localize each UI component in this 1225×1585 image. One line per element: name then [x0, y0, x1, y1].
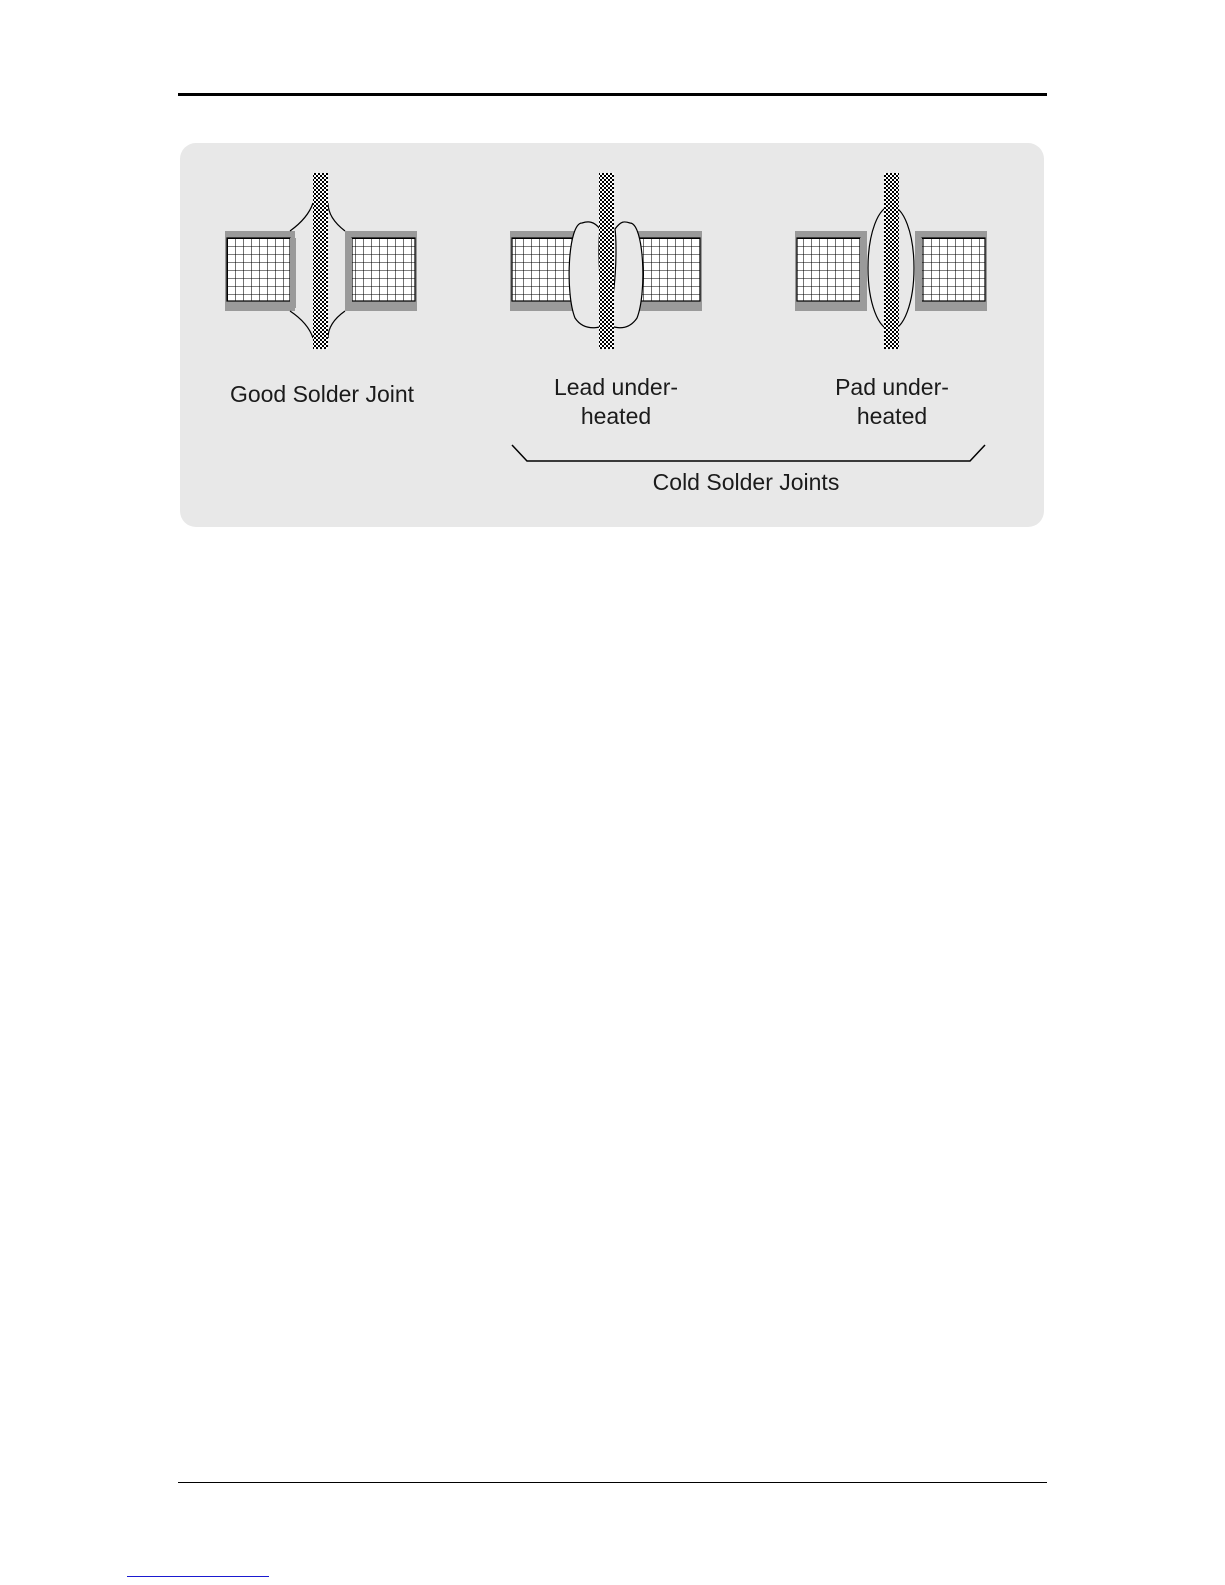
good-joint-illustration	[225, 173, 417, 349]
cold-joints-label: Cold Solder Joints	[652, 469, 840, 495]
pad-underheated-label-line1: Pad under-	[835, 374, 949, 400]
good-left-board	[227, 238, 290, 301]
lead-underheated-illustration	[510, 173, 702, 349]
pad-underheated-label	[792, 373, 992, 431]
pad-underheated-lead	[884, 173, 899, 349]
header-rule	[178, 93, 1047, 96]
lead-underheated-lead	[599, 173, 614, 349]
good-lead	[313, 173, 328, 349]
pad-left-board	[797, 238, 860, 301]
lead-left-board	[512, 238, 575, 301]
pad-underheated-illustration	[795, 173, 987, 349]
solder-joint-figure	[180, 143, 1044, 527]
good-right-board	[352, 238, 415, 301]
cold-joints-bracket	[512, 445, 985, 461]
good-joint-label: Good Solder Joint	[229, 381, 415, 407]
solder-joint-diagram	[180, 143, 1044, 527]
pad-right-board	[922, 238, 985, 301]
lead-underheated-label	[516, 373, 716, 431]
lead-right-board	[637, 238, 700, 301]
footer-rule	[178, 1482, 1047, 1483]
pad-underheated-label-line2: heated	[856, 403, 928, 429]
lead-underheated-label-line2: heated	[580, 403, 652, 429]
footer-link-underline[interactable]	[127, 1576, 269, 1577]
lead-underheated-label-line1: Lead under-	[553, 374, 679, 400]
